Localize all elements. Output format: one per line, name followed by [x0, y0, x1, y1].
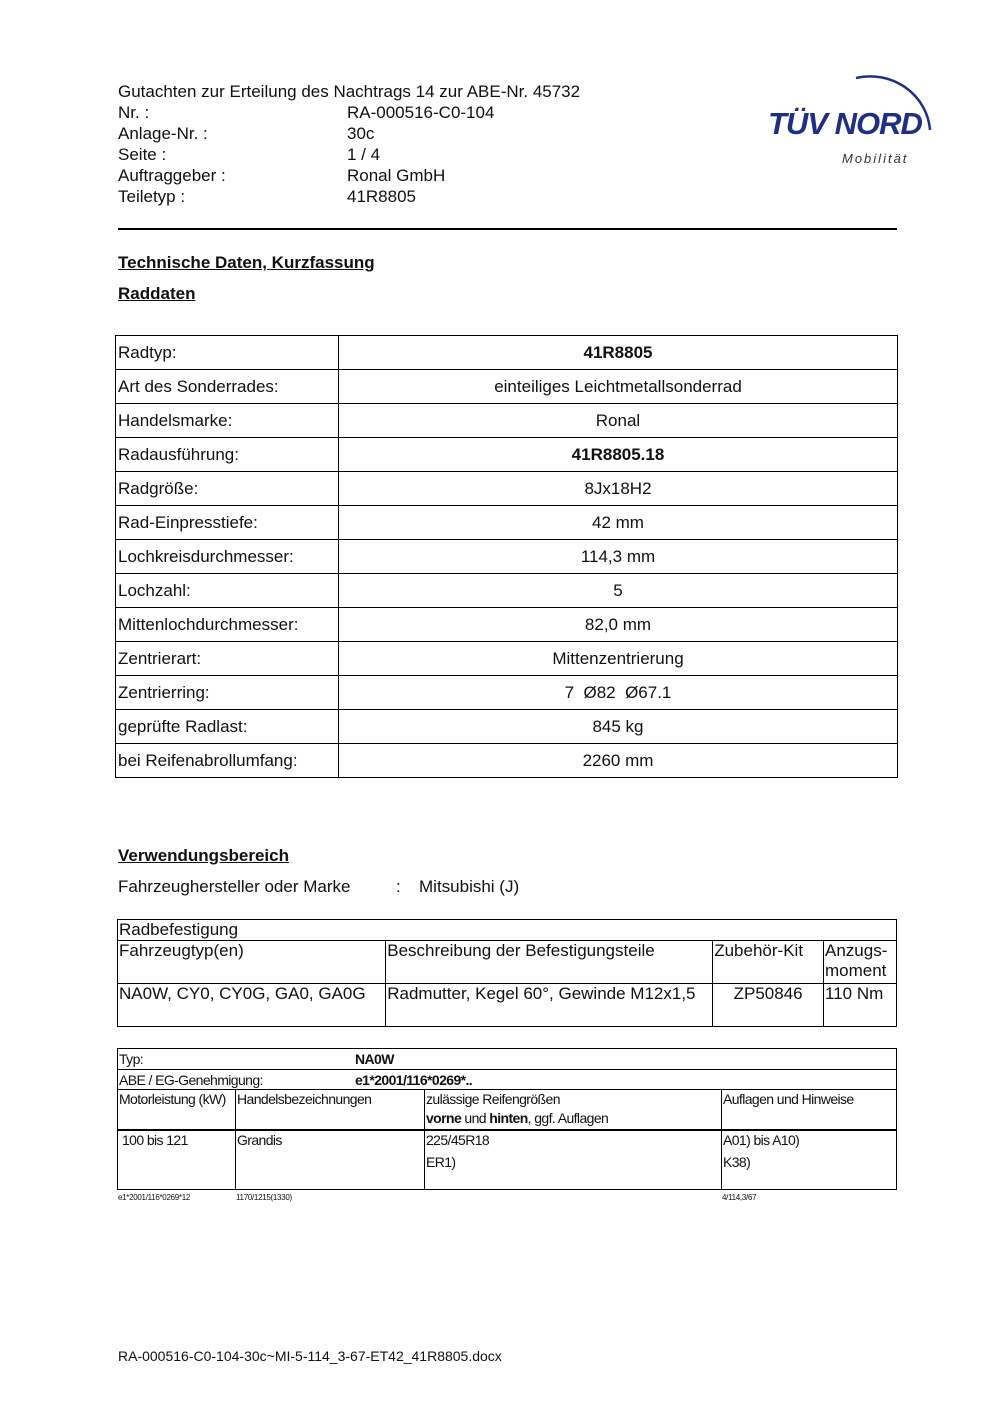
cell-label: Radausführung: [116, 438, 339, 472]
header-row-seite [118, 144, 381, 165]
header-label: Teiletyp : [118, 187, 186, 206]
table-row [116, 540, 898, 574]
reifen-rest: , ggf. Auflagen [527, 1110, 609, 1126]
subsection-title: Raddaten [118, 284, 196, 303]
typ-label: Typ: [119, 1051, 144, 1067]
header-row-nr [118, 102, 495, 123]
logo-subtitle: Mobilität [842, 151, 909, 166]
cell-value: 82,0 mm [339, 608, 898, 642]
header-value: 41R8805 [347, 187, 417, 206]
column-header-handels: Handelsbezeichnungen [237, 1091, 372, 1107]
table-row [118, 920, 897, 941]
cell-label: geprüfte Radlast: [116, 710, 339, 744]
handels-value: Grandis [237, 1132, 282, 1148]
cell-value: 7 Ø82 Ø67.1 [339, 676, 898, 710]
header-row-auftraggeber [118, 165, 446, 186]
manufacturer-line [118, 877, 350, 897]
section-title: Technische Daten, Kurzfassung [118, 253, 375, 272]
typ-footer-a: e1*2001/116*0269*12 [118, 1193, 191, 1202]
document-title: Gutachten zur Erteilung des Nachtrags 14 zur ABE-Nr. 45732 [118, 82, 581, 101]
column-header: Anzugs- moment [824, 941, 897, 984]
raddaten-table [115, 335, 898, 778]
manufacturer-value: Mitsubishi (J) [419, 877, 520, 896]
table-cell: 110 Nm [824, 984, 897, 1027]
column-header: Zubehör-Kit [713, 941, 824, 984]
manufacturer-label: Fahrzeughersteller oder Marke [118, 877, 351, 896]
cell-label: Rad-Einpresstiefe: [116, 506, 339, 540]
table-row [116, 370, 898, 404]
table-caption: Radbefestigung [118, 920, 897, 941]
typ-footer-c: 4/114,3/67 [722, 1193, 757, 1202]
table-row [116, 336, 898, 370]
header-label: Anlage-Nr. : [118, 124, 208, 143]
auflagen-value-2: K38) [723, 1154, 751, 1170]
column-divider [721, 1090, 722, 1190]
cell-value: 8Jx18H2 [339, 472, 898, 506]
table-cell: ZP50846 [713, 984, 824, 1027]
table-row [118, 984, 897, 1027]
cell-label: Art des Sonderrades: [116, 370, 339, 404]
cell-value: 845 kg [339, 710, 898, 744]
motor-value: 100 bis 121 [122, 1132, 188, 1148]
cell-value: einteiliges Leichtmetallsonderrad [339, 370, 898, 404]
typ-value: NA0W [355, 1051, 394, 1067]
column-header: Beschreibung der Befestigungsteile [386, 941, 713, 984]
cell-value: 41R8805 [339, 336, 898, 370]
cell-label: Mittenlochdurchmesser: [116, 608, 339, 642]
typ-table [117, 1048, 897, 1190]
table-row [116, 574, 898, 608]
reifen-hinten: hinten [489, 1110, 528, 1126]
table-row [116, 744, 898, 778]
column-header-reifen [426, 1090, 608, 1128]
header-divider [118, 228, 897, 230]
table-row [116, 676, 898, 710]
section-title-verwendung: Verwendungsbereich [118, 846, 289, 865]
header-fields [118, 102, 495, 207]
table-cell: Radmutter, Kegel 60°, Gewinde M12x1,5 [386, 984, 713, 1027]
table-row [116, 506, 898, 540]
header-value: 1 / 4 [347, 145, 381, 164]
table-row [116, 438, 898, 472]
reifen-vorne: vorne [426, 1110, 462, 1126]
header-value: 30c [347, 124, 375, 143]
column-divider [424, 1090, 425, 1190]
table-cell: NA0W, CY0, CY0G, GA0, GA0G [118, 984, 386, 1027]
logo-brand: TÜV NORD [768, 106, 922, 141]
cell-label: Lochkreisdurchmesser: [116, 540, 339, 574]
header-value: Ronal GmbH [347, 166, 446, 185]
header-value: RA-000516-C0-104 [347, 103, 495, 122]
cell-value: 114,3 mm [339, 540, 898, 574]
table-header-row [118, 941, 897, 984]
tuev-nord-logo [760, 58, 945, 173]
abe-label: ABE / EG-Genehmigung: [119, 1072, 263, 1088]
header-label: Seite : [118, 145, 167, 164]
cell-label: Zentrierart: [116, 642, 339, 676]
cell-value: 41R8805.18 [339, 438, 898, 472]
table-row [116, 472, 898, 506]
footer-filename: RA-000516-C0-104-30c~MI-5-114_3-67-ET42_41R8805.docx [118, 1348, 502, 1364]
cell-value: 2260 mm [339, 744, 898, 778]
column-header: Fahrzeugtyp(en) [118, 941, 386, 984]
cell-label: Handelsmarke: [116, 404, 339, 438]
table-row [116, 608, 898, 642]
column-header-auflagen: Auflagen und Hinweise [723, 1091, 854, 1107]
cell-label: Radtyp: [116, 336, 339, 370]
cell-label: Radgröße: [116, 472, 339, 506]
cell-label: bei Reifenabrollumfang: [116, 744, 339, 778]
manufacturer-sep: : [396, 877, 401, 896]
reifen-value-2: ER1) [426, 1154, 456, 1170]
header-label: Auftraggeber : [118, 166, 226, 185]
auflagen-value-1: A01) bis A10) [723, 1132, 800, 1148]
table-row [116, 404, 898, 438]
cell-value: Ronal [339, 404, 898, 438]
reifen-header-line1: zulässige Reifengrößen [426, 1091, 560, 1107]
typ-footer-b: 1170/1215(1330) [236, 1193, 292, 1202]
cell-value: Mittenzentrierung [339, 642, 898, 676]
cell-value: 5 [339, 574, 898, 608]
cell-label: Zentrierring: [116, 676, 339, 710]
cell-label: Lochzahl: [116, 574, 339, 608]
reifen-und: und [461, 1110, 490, 1126]
abe-value: e1*2001/116*0269*.. [355, 1072, 473, 1088]
header-row-anlage [118, 123, 375, 144]
reifen-value-1: 225/45R18 [426, 1132, 490, 1148]
header-row-teiletyp [118, 186, 417, 207]
column-divider [235, 1090, 236, 1190]
table-row [116, 642, 898, 676]
cell-value: 42 mm [339, 506, 898, 540]
table-row [116, 710, 898, 744]
radbefestigung-table [117, 919, 897, 1027]
reifen-header-line2 [426, 1109, 608, 1128]
header-label: Nr. : [118, 103, 150, 122]
column-header-motor: Motorleistung (kW) [119, 1091, 226, 1107]
